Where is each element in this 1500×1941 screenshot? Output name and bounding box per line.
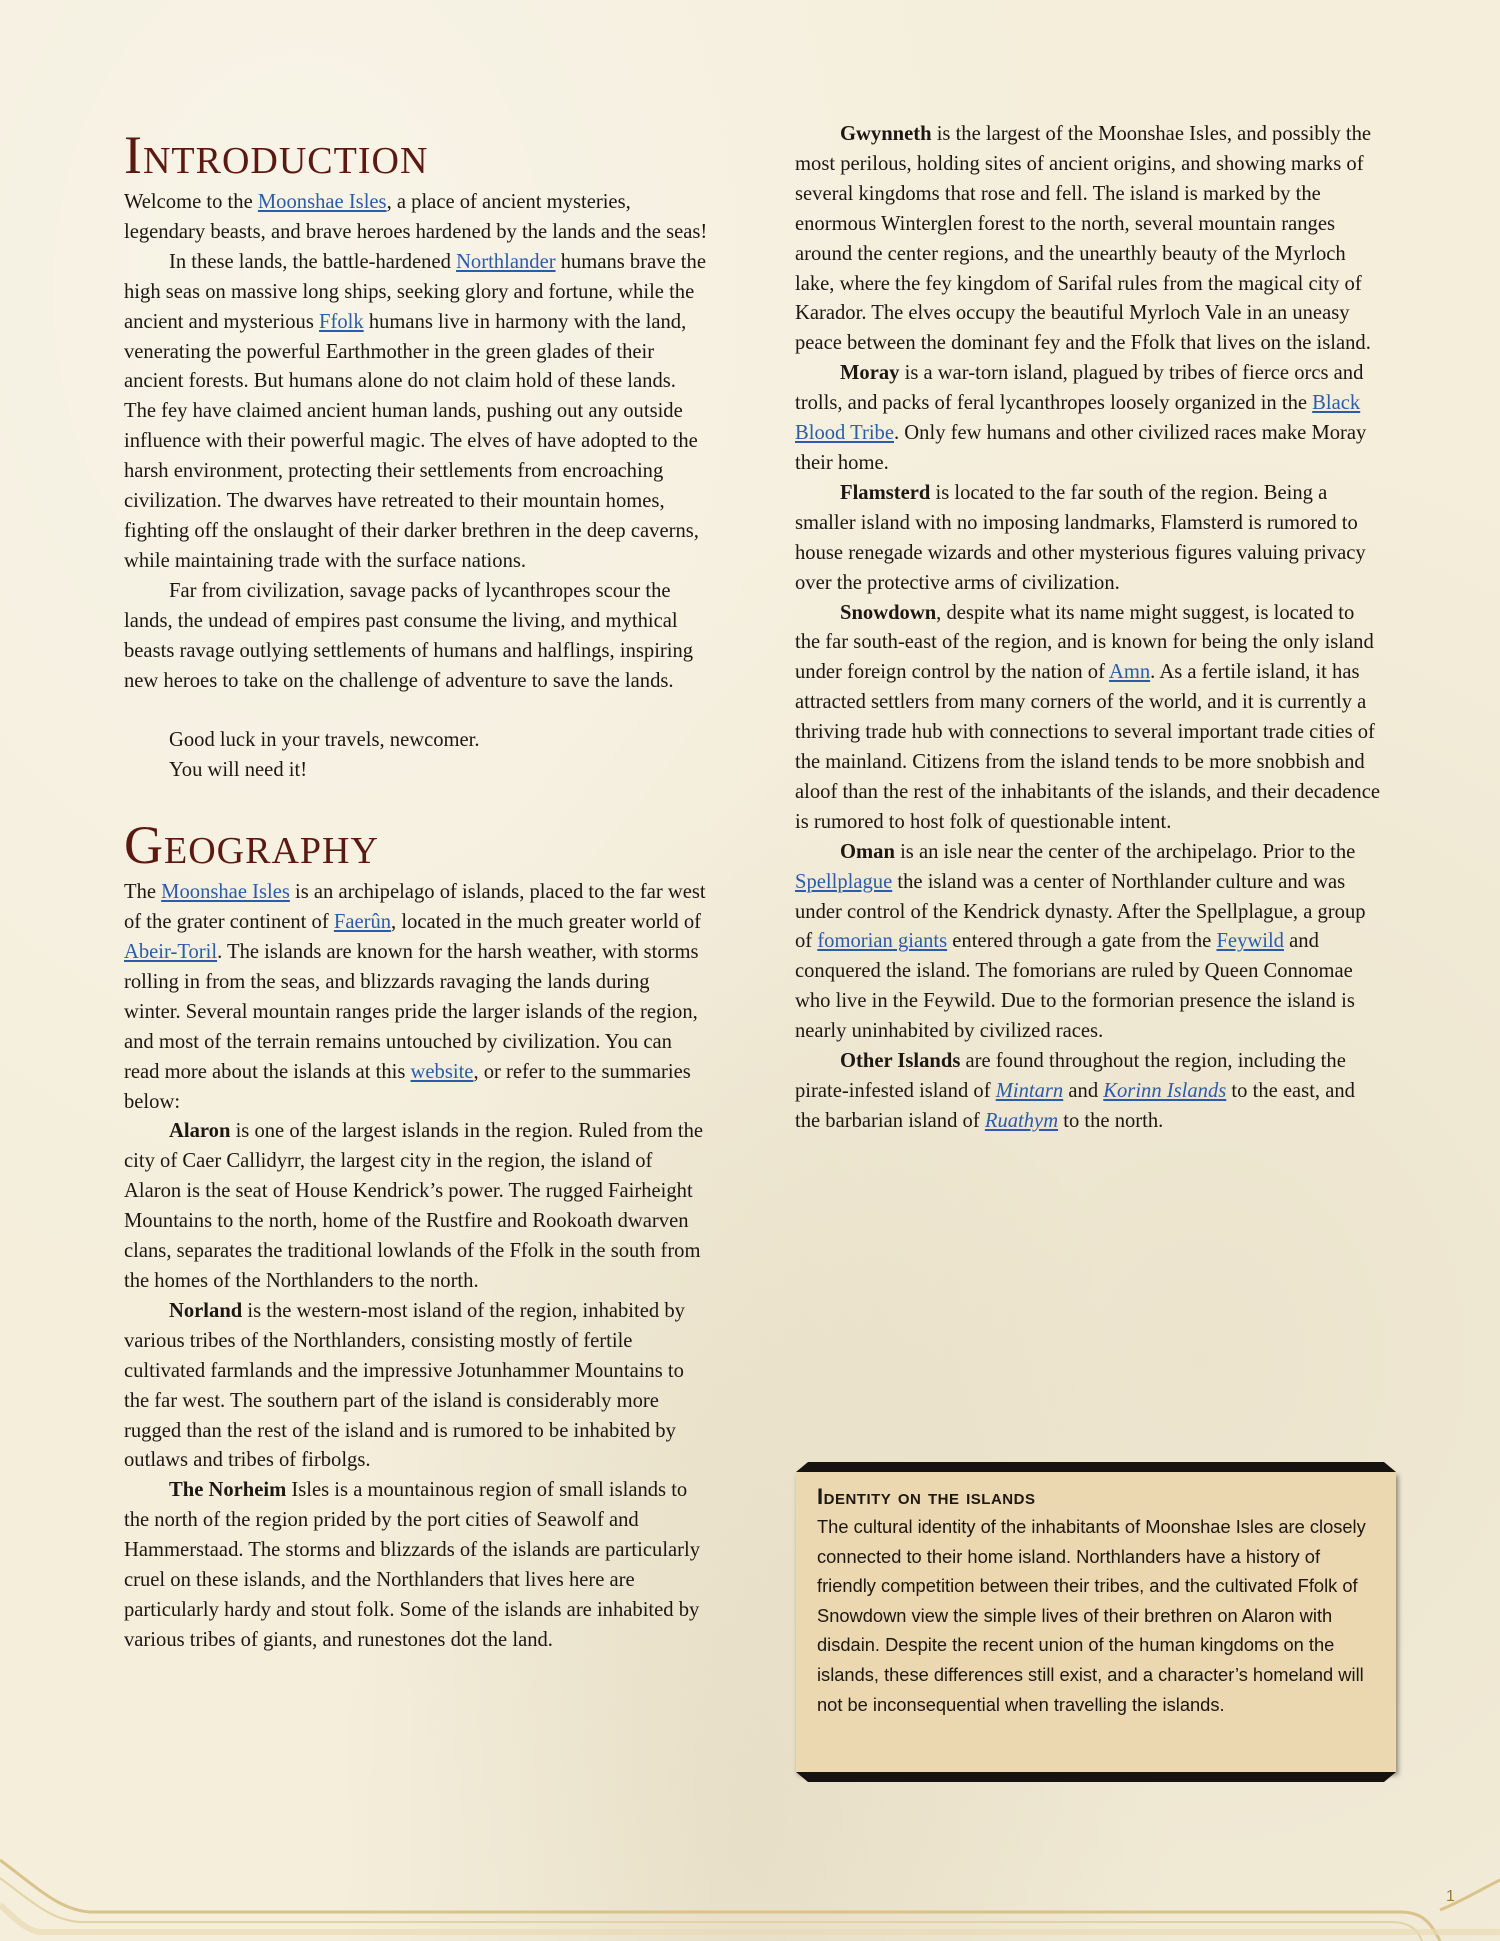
other-islands-paragraph [795, 1047, 1380, 1137]
snowdown-name: Snowdown [840, 601, 937, 624]
text-run: humans brave the high seas on massive long ships, seeking glory and fortune, while the ancient and mysterious [124, 250, 706, 333]
fomorian-giants-link[interactable]: fomorian giants [817, 930, 948, 953]
oman-paragraph [795, 838, 1380, 1047]
moonshae-isles-link-2[interactable]: Moonshae Isles [161, 881, 290, 904]
norheim-paragraph [124, 1476, 710, 1655]
text-run: . Only few humans and other civilized races make Moray their home. [795, 422, 1367, 474]
text-run: humans live in harmony with the land, venerating the powerful Earthmother in the green glades of their ancient forests. But humans alone do not claim hold of these lands. The fey have claimed ancient human lands, pushing out any outside influence with their powerful magic. The elves of have adopted to the harsh environment, protecting their settlements from encroaching civilization. The dwarves have retreated to their mountain homes, fighting off the onslaught of their darker brethren in the deep caverns, while maintaining trade with the surface nations. [124, 310, 699, 572]
footer-ornament [0, 1850, 1500, 1941]
moonshae-isles-link[interactable]: Moonshae Isles [257, 191, 387, 213]
text-run: is the largest of the Moonshae Isles, and possibly the most perilous, holding sites of ancient origins, and showing marks of several kingdoms that rose and fell. The island is marked by the enormous Winterglen forest to the north, several mountain ranges around the center regions, and the unearthly beauty of the Myrloch lake, where the fey kingdom of Sarifal rules from the magical city of Karador. The elves occupy the beautiful Myrloch Vale in an uneasy peace between the dominant fey and the Ffolk that lives on the island. [795, 123, 1372, 355]
text-run: is a war-torn island, plagued by tribes of fierce orcs and trolls, and packs of feral lycanthropes loosely organized in the [795, 362, 1364, 415]
abeir-toril-link[interactable]: Abeir-Toril [124, 941, 218, 964]
farewell-line-1: Good luck in your travels, newcomer. [169, 729, 480, 752]
note-bottom-bar [796, 1772, 1396, 1782]
farewell-block [169, 726, 710, 786]
geography-paragraph-1 [124, 878, 710, 1117]
note-content [817, 1482, 1377, 1719]
left-column [124, 125, 710, 1656]
text-run: . The islands are known for the harsh weather, with storms rolling in from the seas, and blizzards ravaging the lands during winter. Several mountain ranges pride the larger islands of the region, and most of the terrain remains untouched by civilization. You can read more about the islands at this [124, 941, 699, 1083]
identity-note-box [796, 1462, 1396, 1784]
text-run: is an isle near the center of the archipelago. Prior to the [894, 840, 1356, 863]
text-run: and conquered the island. The fomorians are ruled by Queen Connomae who live in the Feywild. Due to the formorian presence the island is nearly uninhabited by civilized races. [795, 930, 1355, 1043]
gwynneth-name: Gwynneth [840, 123, 932, 145]
intro-paragraph-2 [124, 248, 710, 577]
text-run: Isles is a mountainous region of small islands to the north of the region prided by the port cities of Seawolf and Hammerstaad. The storms and blizzards of the islands are particularly cruel on these islands, and the Northlanders that lives here are particularly hardy and stout folk. Some of the islands are inhabited by various tribes of giants, and runestones dot the land. [124, 1479, 701, 1651]
amn-link[interactable]: Amn [1108, 661, 1151, 684]
text-run: is the western-most island of the region, inhabited by various tribes of the Northlanders, consisting mostly of fertile cultivated farmlands and the impressive Jotunhammer Mountains to the far west. The southern part of the island is considerably more rugged than the rest of the island and is rumored to be inhabited by outlaws and tribes of firbolgs. [124, 1299, 685, 1472]
text-run: Welcome to the [124, 191, 258, 213]
intro-paragraph-3: Far from civilization, savage packs of lycanthropes scour the lands, the undead of empires past consume the living, and mythical beasts ravage outlying settlements of humans and halflings, inspiring new heroes to take on the challenge of adventure to save the lands. [124, 579, 694, 692]
text-run: and [1063, 1080, 1104, 1102]
text-run: , or refer to the summaries below: [124, 1060, 691, 1113]
page-number: 1 [1446, 1888, 1455, 1905]
feywild-link[interactable]: Feywild [1216, 930, 1284, 953]
text-run: are found throughout the region, including the pirate-infested island of [795, 1050, 1346, 1102]
spellplague-link[interactable]: Spellplague [795, 870, 893, 893]
note-top-bar [796, 1462, 1396, 1472]
text-run: the island was a center of Northlander culture and was under control of the Kendrick dynasty. After the Spellplague, a group of [795, 870, 1366, 953]
intro-paragraph-1 [124, 188, 710, 248]
text-run: The [124, 881, 162, 904]
faerun-link[interactable]: Faerûn [333, 911, 392, 934]
flamsterd-paragraph [795, 479, 1380, 599]
norland-name: Norland [169, 1299, 243, 1322]
ruathym-link[interactable]: Ruathym [984, 1109, 1059, 1132]
moray-paragraph [795, 359, 1380, 479]
ffolk-link[interactable]: Ffolk [319, 310, 364, 333]
text-run: . As a fertile island, it has attracted settlers from many corners of the world, and it is currently a thriving trade hub with connections to several important trade cities of the mainland. Citizens from the island tends to be more snobbish and aloof than the rest of the inhabitants of the islands, and their decadence is rumored to host folk of questionable intent. [795, 661, 1381, 833]
oman-name: Oman [840, 840, 895, 863]
text-run: , a place of ancient mysteries, legendary beasts, and brave heroes hardened by the lands and the seas! [124, 191, 708, 243]
other-islands-name: Other Islands [840, 1050, 961, 1073]
text-run: to the north. [1058, 1109, 1164, 1132]
text-run: is located to the far south of the region. Being a smaller island with no imposing landmarks, Flamsterd is rumored to house renegade wizards and other mysterious figures valuing privacy over the protective arms of civilization. [795, 481, 1366, 594]
alaron-name: Alaron [169, 1120, 231, 1143]
introduction-heading: Introduction [124, 125, 429, 185]
farewell-line-2: You will need it! [169, 759, 308, 782]
northlander-link[interactable]: Northlander [456, 250, 556, 273]
website-link[interactable]: website [410, 1060, 474, 1083]
black-blood-tribe-link[interactable]: Black Blood Tribe [795, 392, 1361, 445]
norland-paragraph [124, 1297, 710, 1476]
note-body: The cultural identity of the inhabitants of Moonshae Isles are closely connected to their home island. Northlanders have a history of friendly competition between their tribes, and the cultivated Ffolk of Snowdown view the simple lives of their brethren on Alaron with disdain. Despite the recent union of the human kingdoms on the islands, these differences still exist, and a character’s homeland will not be inconsequential when travelling the islands. [817, 1516, 1366, 1715]
text-run: is an archipelago of islands, placed to the far west of the grater continent of [124, 881, 706, 934]
moray-name: Moray [840, 362, 900, 385]
text-run: is one of the largest islands in the region. Ruled from the city of Caer Callidyrr, the largest city in the region, the island of Alaron is the seat of House Kendrick’s power. The rugged Fairheight Mountains to the north, home of the Rustfire and Rookoath dwarven clans, separates the traditional lowlands of the Ffolk in the south from the homes of the Northlanders to the north. [124, 1120, 704, 1292]
text-run: , located in the much greater world of [391, 911, 701, 934]
text-run: , despite what its name might suggest, is located to the far south-east of the region, and is known for being the only island under foreign control by the nation of [795, 601, 1374, 684]
geography-heading: Geography [124, 815, 379, 876]
alaron-paragraph [124, 1117, 710, 1296]
mintarn-link[interactable]: Mintarn [995, 1080, 1064, 1102]
korinn-islands-link[interactable]: Korinn Islands [1103, 1080, 1227, 1102]
gwynneth-paragraph [795, 120, 1380, 359]
norheim-name: The Norheim [169, 1479, 287, 1502]
text-run: entered through a gate from the [947, 930, 1217, 953]
text-run: to the east, and the barbarian island of [795, 1080, 1355, 1132]
right-column [795, 120, 1380, 1137]
snowdown-paragraph [795, 599, 1380, 838]
flamsterd-name: Flamsterd [840, 481, 931, 504]
note-title: Identity on the islands [817, 1484, 1036, 1509]
text-run: In these lands, the battle-hardened [169, 250, 457, 273]
